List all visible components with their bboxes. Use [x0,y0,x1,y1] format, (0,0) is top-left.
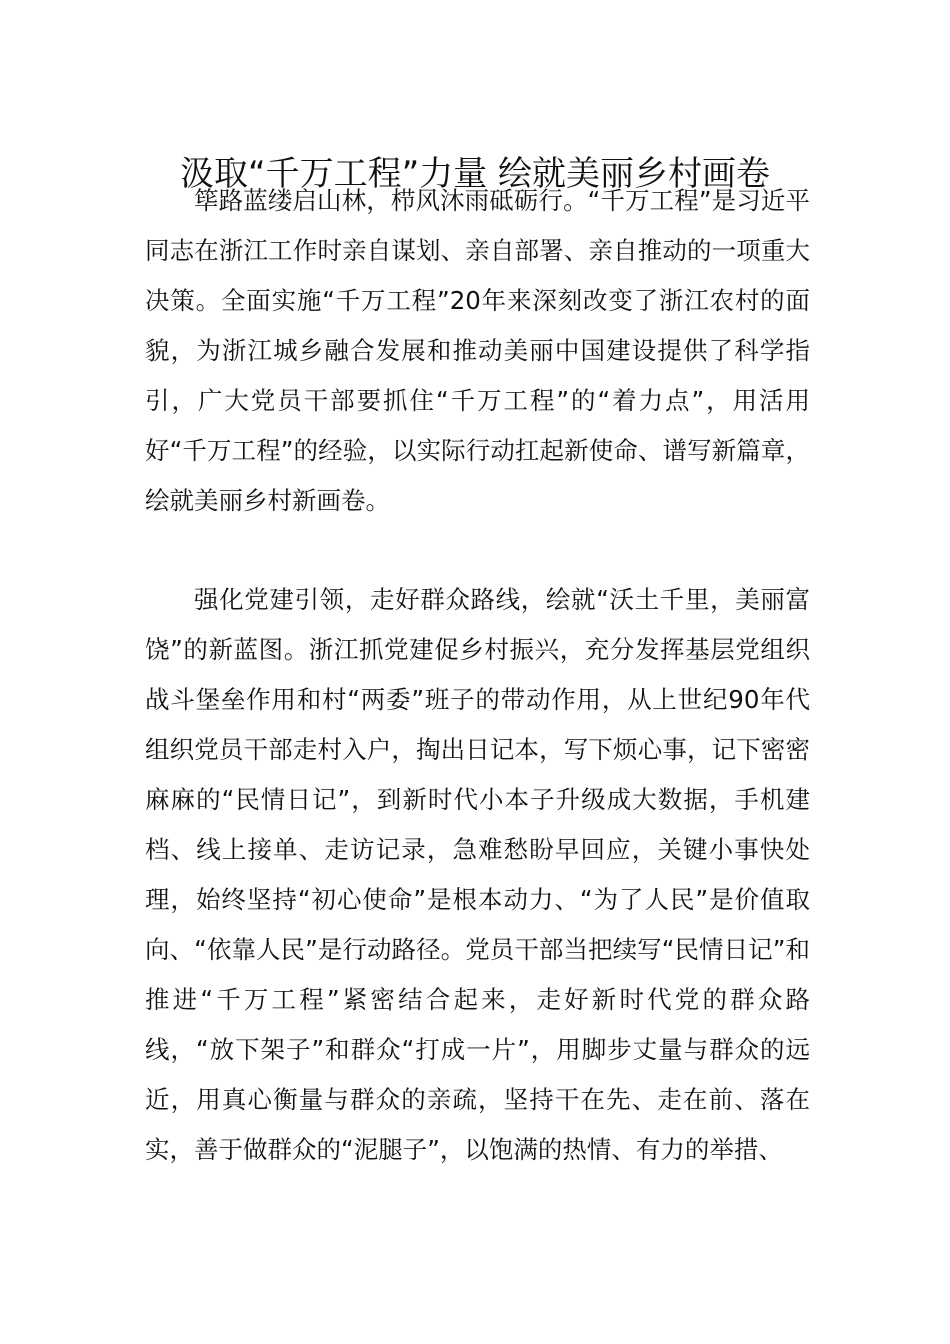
paragraph-2: 强化党建引领，走好群众路线，绘就“沃土千里，美丽富饶”的新蓝图。浙江抓党建促乡村振兴，充分发挥基层党组织战斗堡垒作用和村“两委”班子的带动作用，从上世纪90年代组织党员干部走村入户，掏出日记本，写下烦心事，记下密密麻麻的“民情日记”，到新时代小本子升级成大数据，手机建档、线上接单、走访记录，急难愁盼早回应，关键小事快处理，始终坚持“初心使命”是根本动力、“为了人民”是价值取向、“依靠人民”是行动路径。党员干部当把续写“民情日记”和推进“千万工程”紧密结合起来，走好新时代党的群众路线，“放下架子”和群众“打成一片”，用脚步丈量与群众的远近，用真心衡量与群众的亲疏，坚持干在先、走在前、落在实，善于做群众的“泥腿子”，以饱满的热情、有力的举措、 [145,585,810,1164]
paragraph-1: 筚路蓝缕启山林，栉风沐雨砥砺行。“千万工程”是习近平同志在浙江工作时亲自谋划、亲自部署、亲自推动的一项重大决策。全面实施“千万工程”20年来深刻改变了浙江农村的面貌，为浙江城乡融合发展和推动美丽中国建设提供了科学指引，广大党员干部要抓住“千万工程”的“着力点”，用活用好“千万工程”的经验，以实际行动扛起新使命、谱写新篇章，绘就美丽乡村新画卷。 [145,186,810,515]
document-title: 汲取“千万工程”力量 绘就美丽乡村画卷 [179,153,771,194]
